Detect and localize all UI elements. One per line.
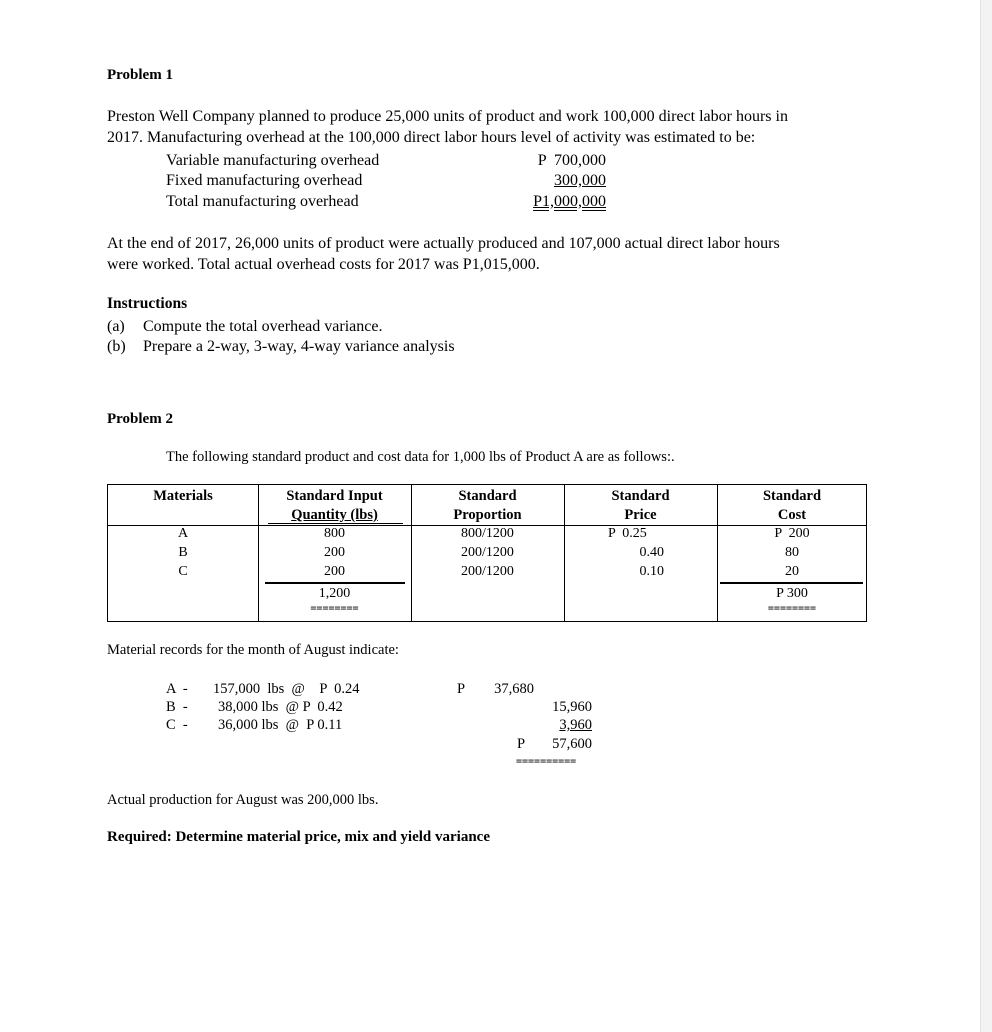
row-a-cost: P 200 [774,526,810,541]
instruction-a-text: Compute the total overhead variance. [143,318,383,335]
row-c-material: C [178,564,188,579]
record-a-desc: 157,000 lbs @ P 0.24 [213,681,360,697]
record-a-key: A - [166,681,188,697]
amount-c: 3,960 [559,717,592,733]
row-c-proportion: 200/1200 [461,564,514,579]
row-b-material: B [178,545,188,560]
row-a-material: A [177,526,189,541]
row-b-proportion: 200/1200 [461,545,514,560]
cost-total-rule [720,582,863,584]
problem-1-intro-line-2: 2017. Manufacturing overhead at the 100,000 direct labor hours level of activity was estimated to be: [107,129,756,146]
row-c-price: 0.10 [639,564,664,579]
row-c-cost: 20 [785,564,799,579]
record-b-desc: 38,000 lbs @ P 0.42 [218,699,343,715]
header-price-line-1: Standard [611,488,670,504]
problem-2-intro: The following standard product and cost data for 1,000 lbs of Product A are as follows:. [166,449,675,465]
row-a-price: P 0.25 [608,526,647,541]
header-proportion-line-1: Standard [458,488,517,504]
header-cost-line-1: Standard [762,488,822,504]
header-cost-line-2: Cost [777,507,807,523]
records-title: Material records for the month of August indicate: [107,642,399,658]
problem-1-actual-line-2: were worked. Total actual overhead costs for 2017 was P1,015,000. [107,256,540,273]
instruction-b-key: (b) [107,338,126,355]
problem-1-intro-line-1: Preston Well Company planned to produce 25,000 units of product and work 100,000 direct labor hours in [107,108,788,125]
instructions-title: Instructions [107,295,188,312]
record-c-key: C - [166,717,188,733]
overhead-amount-fixed: 300,000 [554,172,606,189]
production-note: Actual production for August was 200,000 lbs. [107,792,379,808]
row-c-qty: 200 [324,564,345,579]
instruction-a-key: (a) [107,318,125,335]
instruction-b-text: Prepare a 2-way, 3-way, 4-way variance analysis [143,338,455,355]
row-b-cost: 80 [785,545,799,560]
row-b-qty: 200 [324,545,345,560]
row-a-qty: 800 [324,526,345,541]
problem-1-actual-line-1: At the end of 2017, 26,000 units of product were actually produced and 107,000 actual direct labor hours [107,235,780,252]
required-note: Required: Determine material price, mix and yield variance [107,829,490,845]
overhead-label-variable: Variable manufacturing overhead [166,152,380,169]
header-proportion-line-2: Proportion [453,507,522,523]
scrollbar-track[interactable] [980,0,992,1032]
total-cost: P 300 [776,586,808,601]
amount-b: 15,960 [552,699,592,715]
problem-1-title: Problem 1 [107,67,173,83]
amount-a: 37,680 [494,681,534,697]
qty-equals: ======== [310,603,359,614]
row-a-proportion: 800/1200 [461,526,514,541]
amount-a-prefix: P [457,681,466,697]
header-materials: Materials [153,488,213,504]
problem-2-title: Problem 2 [107,411,173,427]
cost-equals: ======== [767,603,817,614]
overhead-label-fixed: Fixed manufacturing overhead [166,172,363,189]
record-b-key: B - [166,699,188,715]
amount-total-prefix: P [517,736,526,752]
overhead-amount-total: P1,000,000 [533,193,606,210]
overhead-label-total: Total manufacturing overhead [166,193,359,210]
header-price-line-2: Price [624,507,657,523]
overhead-amount-variable: P 700,000 [537,152,606,169]
header-input-line-1: Standard Input [286,488,383,504]
qty-total-rule [265,582,405,584]
amount-equals: ========== [516,756,577,767]
total-qty: 1,200 [318,586,351,601]
amount-total: 57,600 [552,736,592,752]
record-c-desc: 36,000 lbs @ P 0.11 [218,717,343,733]
row-b-price: 0.40 [639,545,664,560]
header-input-line-2: Quantity (lbs) [291,507,378,523]
input-header-rule [268,523,403,524]
standard-cost-table [107,484,867,622]
